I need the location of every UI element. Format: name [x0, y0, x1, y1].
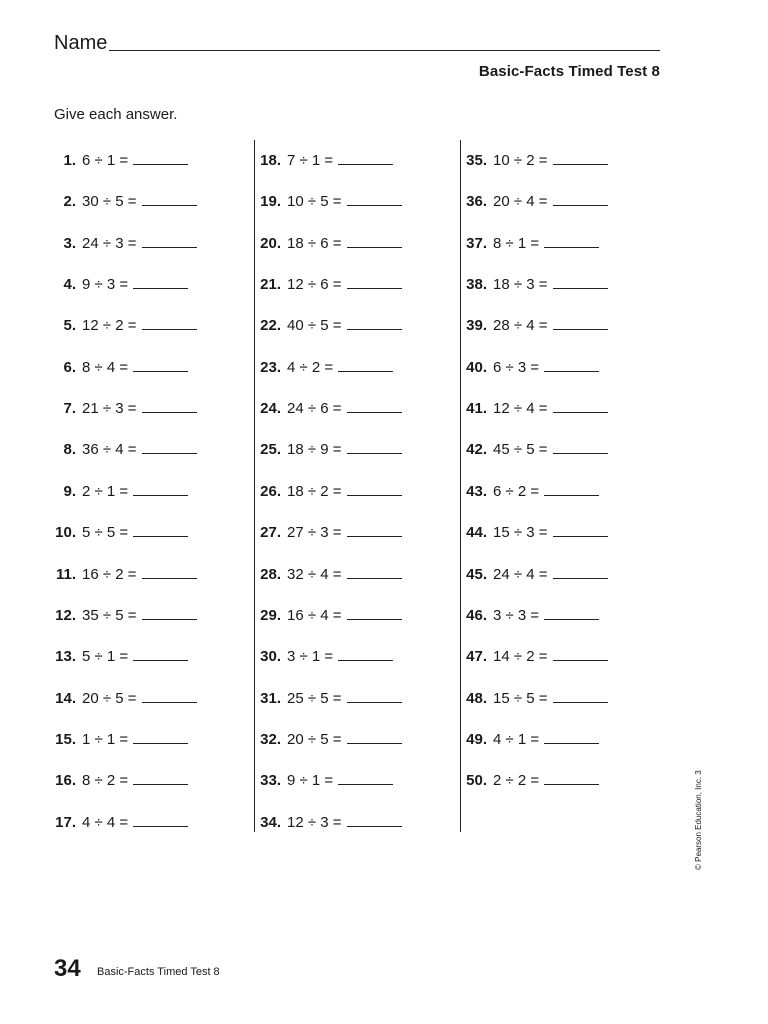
problem-expression: 18 ÷ 9 = — [287, 441, 342, 459]
problem-expression: 3 ÷ 3 = — [493, 606, 540, 624]
problem-expression: 35 ÷ 5 = — [82, 606, 137, 624]
problem-item — [253, 607, 402, 624]
problem-item — [48, 814, 188, 831]
problem-expression: 18 ÷ 2 = — [287, 482, 342, 500]
problem-number: 22. — [260, 317, 281, 335]
problem-column-3 — [460, 140, 661, 832]
problem-item — [48, 731, 188, 748]
answer-blank[interactable] — [142, 577, 197, 579]
copyright-notice: © Pearson Education, Inc. 3 — [694, 770, 703, 870]
problem-expression: 24 ÷ 6 = — [287, 400, 342, 418]
problem-expression: 9 ÷ 1 = — [287, 772, 334, 790]
problem-expression: 12 ÷ 4 = — [493, 400, 548, 418]
problem-number: 40. — [466, 358, 487, 376]
answer-blank[interactable] — [347, 535, 402, 537]
problem-item — [48, 400, 197, 417]
problem-expression: 12 ÷ 3 = — [287, 813, 342, 831]
problem-expression: 20 ÷ 4 = — [493, 193, 548, 211]
problem-item — [253, 690, 402, 707]
problem-number: 47. — [466, 648, 487, 666]
name-label: Name — [54, 32, 108, 54]
problem-expression: 15 ÷ 5 = — [493, 689, 548, 707]
problem-number: 15. — [55, 730, 76, 748]
name-field-line[interactable] — [109, 50, 660, 51]
footer-title: Basic-Facts Timed Test 8 — [97, 966, 220, 978]
problem-item — [459, 235, 599, 252]
problem-number: 29. — [260, 606, 281, 624]
problem-number: 20. — [260, 234, 281, 252]
answer-blank[interactable] — [553, 204, 608, 206]
problem-number: 49. — [466, 730, 487, 748]
problem-item — [459, 772, 599, 789]
answer-blank[interactable] — [347, 742, 402, 744]
problem-item — [253, 235, 402, 252]
answer-blank[interactable] — [347, 287, 402, 289]
problem-number: 7. — [63, 400, 76, 418]
problem-expression: 45 ÷ 5 = — [493, 441, 548, 459]
answer-blank[interactable] — [142, 701, 197, 703]
answer-blank[interactable] — [133, 287, 188, 289]
problem-item — [253, 317, 402, 334]
problem-number: 39. — [466, 317, 487, 335]
problem-expression: 10 ÷ 5 = — [287, 193, 342, 211]
problem-expression: 7 ÷ 1 = — [287, 152, 334, 169]
problem-number: 18. — [260, 152, 281, 169]
answer-blank[interactable] — [553, 452, 608, 454]
problem-expression: 15 ÷ 3 = — [493, 524, 548, 542]
problem-number: 3. — [63, 234, 76, 252]
problem-number: 36. — [466, 193, 487, 211]
problem-item — [459, 276, 608, 293]
answer-blank[interactable] — [544, 742, 599, 744]
answer-blank[interactable] — [347, 825, 402, 827]
problem-item — [48, 648, 188, 665]
problem-column-1 — [48, 140, 248, 832]
problem-expression: 5 ÷ 5 = — [82, 524, 129, 542]
problem-number: 37. — [466, 234, 487, 252]
problem-number: 33. — [260, 772, 281, 790]
answer-blank[interactable] — [133, 494, 188, 496]
problem-item — [48, 152, 188, 169]
problem-expression: 12 ÷ 6 = — [287, 276, 342, 294]
answer-blank[interactable] — [142, 618, 197, 620]
problem-item — [48, 524, 188, 541]
answer-blank[interactable] — [544, 370, 599, 372]
answer-blank[interactable] — [133, 370, 188, 372]
test-title: Basic-Facts Timed Test 8 — [478, 63, 660, 80]
problem-number: 14. — [55, 689, 76, 707]
problem-expression: 2 ÷ 1 = — [82, 482, 129, 500]
problem-number: 50. — [466, 772, 487, 790]
problem-item — [48, 441, 197, 458]
problem-expression: 8 ÷ 1 = — [493, 234, 540, 252]
problem-number: 1. — [63, 152, 76, 169]
problem-expression: 16 ÷ 2 = — [82, 565, 137, 583]
problem-item — [459, 400, 608, 417]
problem-item — [459, 441, 608, 458]
problem-number: 44. — [466, 524, 487, 542]
problem-item — [48, 607, 197, 624]
problem-expression: 4 ÷ 2 = — [287, 358, 334, 376]
problem-item — [253, 152, 393, 169]
answer-blank[interactable] — [347, 411, 402, 413]
problem-number: 17. — [55, 813, 76, 831]
answer-blank[interactable] — [553, 535, 608, 537]
problem-number: 26. — [260, 482, 281, 500]
problem-expression: 25 ÷ 5 = — [287, 689, 342, 707]
problem-item — [459, 359, 599, 376]
problem-number: 43. — [466, 482, 487, 500]
problem-expression: 5 ÷ 1 = — [82, 648, 129, 666]
problem-item — [459, 607, 599, 624]
problem-number: 24. — [260, 400, 281, 418]
name-row — [54, 30, 660, 54]
answer-blank[interactable] — [142, 411, 197, 413]
answer-blank[interactable] — [544, 246, 599, 248]
answer-blank[interactable] — [553, 701, 608, 703]
answer-blank[interactable] — [142, 246, 197, 248]
problem-expression: 14 ÷ 2 = — [493, 648, 548, 666]
page-number: 34 — [54, 955, 81, 982]
problem-expression: 30 ÷ 5 = — [82, 193, 137, 211]
problem-number: 23. — [260, 358, 281, 376]
answer-blank[interactable] — [142, 204, 197, 206]
answer-blank[interactable] — [338, 163, 393, 165]
answer-blank[interactable] — [338, 783, 393, 785]
problem-number: 19. — [260, 193, 281, 211]
problem-expression: 24 ÷ 3 = — [82, 234, 137, 252]
problem-expression: 18 ÷ 3 = — [493, 276, 548, 294]
answer-blank[interactable] — [142, 328, 197, 330]
answer-blank[interactable] — [553, 163, 608, 165]
problem-item — [459, 690, 608, 707]
problem-item — [253, 441, 402, 458]
problem-number: 10. — [55, 524, 76, 542]
answer-blank[interactable] — [133, 535, 188, 537]
problem-item — [253, 483, 402, 500]
answer-blank[interactable] — [553, 577, 608, 579]
problem-expression: 8 ÷ 2 = — [82, 772, 129, 790]
answer-blank[interactable] — [133, 783, 188, 785]
answer-blank[interactable] — [553, 287, 608, 289]
problem-expression: 6 ÷ 1 = — [82, 152, 129, 169]
answer-blank[interactable] — [553, 328, 608, 330]
problem-number: 4. — [63, 276, 76, 294]
problem-number: 2. — [63, 193, 76, 211]
answer-blank[interactable] — [544, 494, 599, 496]
problem-expression: 1 ÷ 1 = — [82, 730, 129, 748]
problem-item — [253, 276, 402, 293]
problem-item — [253, 566, 402, 583]
answer-blank[interactable] — [347, 328, 402, 330]
problem-expression: 6 ÷ 2 = — [493, 482, 540, 500]
problem-item — [459, 193, 608, 210]
instructions: Give each answer. — [54, 106, 178, 123]
problem-expression: 8 ÷ 4 = — [82, 358, 129, 376]
problem-expression: 6 ÷ 3 = — [493, 358, 540, 376]
problem-expression: 2 ÷ 2 = — [493, 772, 540, 790]
problem-number: 9. — [63, 482, 76, 500]
answer-blank[interactable] — [142, 452, 197, 454]
problem-number: 13. — [55, 648, 76, 666]
problem-expression: 24 ÷ 4 = — [493, 565, 548, 583]
problem-number: 8. — [63, 441, 76, 459]
problem-item — [459, 566, 608, 583]
problem-number: 25. — [260, 441, 281, 459]
problem-number: 32. — [260, 730, 281, 748]
problem-number: 35. — [466, 152, 487, 169]
answer-blank[interactable] — [347, 577, 402, 579]
problem-expression: 20 ÷ 5 = — [82, 689, 137, 707]
problem-item — [48, 193, 197, 210]
problem-item — [253, 359, 393, 376]
problem-expression: 10 ÷ 2 = — [493, 152, 548, 169]
problem-number: 31. — [260, 689, 281, 707]
problem-expression: 16 ÷ 4 = — [287, 606, 342, 624]
answer-blank[interactable] — [133, 742, 188, 744]
problem-item — [48, 772, 188, 789]
answer-blank[interactable] — [544, 618, 599, 620]
problem-item — [253, 731, 402, 748]
problem-expression: 12 ÷ 2 = — [82, 317, 137, 335]
problem-expression: 4 ÷ 4 = — [82, 813, 129, 831]
problem-number: 41. — [466, 400, 487, 418]
answer-blank[interactable] — [347, 494, 402, 496]
problem-number: 28. — [260, 565, 281, 583]
answer-blank[interactable] — [347, 618, 402, 620]
problem-expression: 4 ÷ 1 = — [493, 730, 540, 748]
problem-item — [48, 690, 197, 707]
problem-expression: 20 ÷ 5 = — [287, 730, 342, 748]
problem-item — [253, 193, 402, 210]
problem-number: 16. — [55, 772, 76, 790]
answer-blank[interactable] — [347, 246, 402, 248]
problem-expression: 27 ÷ 3 = — [287, 524, 342, 542]
answer-blank[interactable] — [553, 411, 608, 413]
problem-expression: 32 ÷ 4 = — [287, 565, 342, 583]
answer-blank[interactable] — [133, 659, 188, 661]
problem-number: 21. — [260, 276, 281, 294]
problem-item — [48, 235, 197, 252]
answer-blank[interactable] — [347, 204, 402, 206]
answer-blank[interactable] — [544, 783, 599, 785]
problem-item — [253, 524, 402, 541]
problem-item — [253, 648, 393, 665]
problem-item — [48, 359, 188, 376]
problem-item — [459, 317, 608, 334]
problem-number: 46. — [466, 606, 487, 624]
problem-number: 30. — [260, 648, 281, 666]
problem-item — [48, 276, 188, 293]
problem-number: 27. — [260, 524, 281, 542]
problem-number: 11. — [55, 565, 76, 583]
answer-blank[interactable] — [553, 659, 608, 661]
problem-expression: 18 ÷ 6 = — [287, 234, 342, 252]
problem-item — [48, 483, 188, 500]
problem-item — [459, 483, 599, 500]
answer-blank[interactable] — [133, 163, 188, 165]
problem-number: 34. — [260, 813, 281, 831]
problem-number: 48. — [466, 689, 487, 707]
problem-expression: 3 ÷ 1 = — [287, 648, 334, 666]
problem-column-2 — [254, 140, 455, 832]
problem-expression: 28 ÷ 4 = — [493, 317, 548, 335]
problem-expression: 36 ÷ 4 = — [82, 441, 137, 459]
problem-number: 5. — [63, 317, 76, 335]
problem-item — [253, 814, 402, 831]
problem-expression: 40 ÷ 5 = — [287, 317, 342, 335]
problem-item — [48, 566, 197, 583]
problem-number: 45. — [466, 565, 487, 583]
answer-blank[interactable] — [338, 659, 393, 661]
problem-number: 42. — [466, 441, 487, 459]
problem-number: 38. — [466, 276, 487, 294]
problem-item — [48, 317, 197, 334]
answer-blank[interactable] — [347, 701, 402, 703]
problem-item — [253, 772, 393, 789]
problem-number: 6. — [63, 358, 76, 376]
problem-item — [459, 731, 599, 748]
problem-expression: 21 ÷ 3 = — [82, 400, 137, 418]
problem-item — [253, 400, 402, 417]
problem-item — [459, 524, 608, 541]
problem-item — [459, 152, 608, 169]
problem-expression: 9 ÷ 3 = — [82, 276, 129, 294]
answer-blank[interactable] — [133, 825, 188, 827]
problem-item — [459, 648, 608, 665]
answer-blank[interactable] — [338, 370, 393, 372]
problem-number: 12. — [55, 606, 76, 624]
answer-blank[interactable] — [347, 452, 402, 454]
